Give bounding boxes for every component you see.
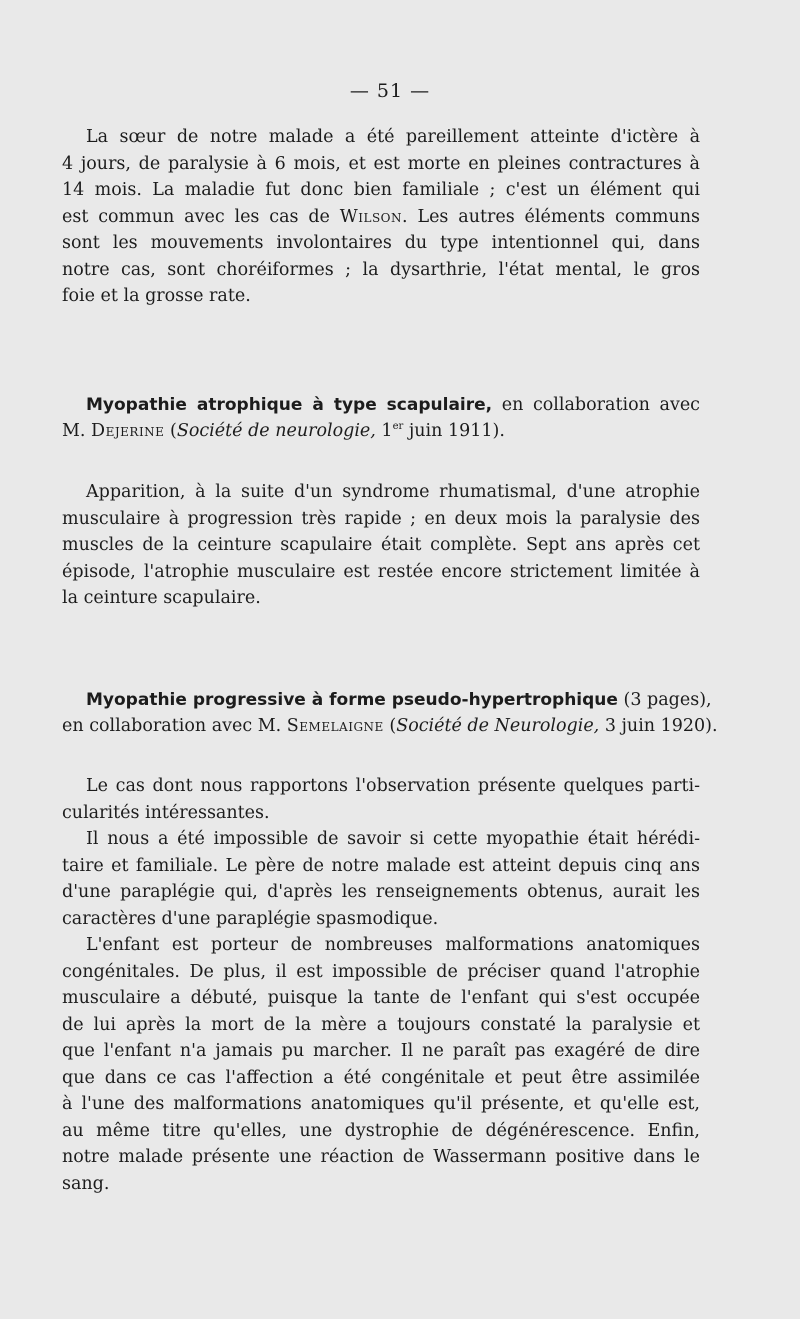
author-name: Dejerine bbox=[91, 421, 165, 441]
author-name: Wilson bbox=[339, 206, 403, 227]
author-name: Semelaigne bbox=[286, 716, 384, 736]
page-number: — 51 — bbox=[349, 80, 431, 102]
text-line: musculaire a débuté, puisque la tante de l'enfant qui s'est occupée bbox=[62, 988, 700, 1008]
text-line: musculaire à progression très rapide ; en deux mois la paralysie des bbox=[62, 508, 700, 529]
heading-line bbox=[62, 713, 718, 739]
text-fragment: en collaboration avec M. bbox=[62, 716, 287, 736]
text-line: sont les mouvements involontaires du type intentionnel qui, dans bbox=[62, 233, 700, 253]
text-line: La sœur de notre malade a été pareillement atteinte d'ictère à bbox=[86, 127, 700, 147]
paragraph-case-description bbox=[62, 773, 700, 1197]
text-line: Il nous a été impossible de savoir si cette myopathie était hérédi- bbox=[86, 829, 700, 849]
text-fragment: M. bbox=[62, 421, 92, 441]
text-fragment: 1 bbox=[375, 421, 393, 441]
text-line: L'enfant est porteur de nombreuses malformations anatomiques bbox=[86, 935, 700, 955]
text-line: muscles de la ceinture scapulaire était complète. Sept ans après cet bbox=[62, 535, 700, 555]
section-heading-pseudo-hypertrophic bbox=[62, 687, 718, 739]
text-line: à l'une des malformations anatomiques qu'il présente, et qu'elle est, bbox=[62, 1094, 700, 1114]
text-fragment: est commun avec les cas de bbox=[62, 206, 340, 227]
paragraph-wilson-comparison bbox=[62, 124, 700, 310]
section-title: Myopathie atrophique à type scapulaire, bbox=[86, 395, 493, 415]
text-line: 14 mois. La maladie fut donc bien familiale ; c'est un élément qui bbox=[62, 180, 700, 200]
publication-date: juin 1911). bbox=[403, 421, 505, 441]
text-fragment: ( bbox=[164, 421, 177, 441]
text-line: notre malade présente une réaction de Wassermann positive dans le bbox=[62, 1147, 700, 1167]
text-line: congénitales. De plus, il est impossible de préciser quand l'atrophie bbox=[62, 961, 700, 982]
ordinal-superscript: er bbox=[392, 421, 404, 433]
text-line: que l'enfant n'a jamais pu marcher. Il ne paraît pas exagéré de dire bbox=[62, 1041, 700, 1061]
text-line: la ceinture scapulaire. bbox=[62, 588, 261, 608]
text-line: cularités intéressantes. bbox=[62, 802, 270, 823]
paragraph-scapular-description bbox=[62, 479, 700, 612]
page-count: (3 pages), bbox=[617, 690, 712, 710]
text-line: épisode, l'atrophie musculaire est restée encore strictement limitée à bbox=[62, 561, 700, 582]
text-line: foie et la grosse rate. bbox=[62, 286, 251, 306]
heading-line bbox=[62, 687, 712, 713]
text-fragment: . Les autres éléments communs bbox=[402, 206, 701, 227]
text-fragment: ( bbox=[383, 716, 397, 736]
text-line: au même titre qu'elles, une dystrophie de dégénérescence. Enfin, bbox=[62, 1120, 700, 1141]
section-title: Myopathie progressive à forme pseudo-hypertrophique bbox=[86, 690, 618, 710]
text-line: notre cas, sont choréiformes ; la dysarthrie, l'état mental, le gros bbox=[62, 259, 700, 280]
text-line: caractères d'une paraplégie spasmodique. bbox=[62, 908, 439, 929]
text-line: de lui après la mort de la mère a toujours constaté la paralysie et bbox=[62, 1014, 700, 1035]
text-line: Apparition, à la suite d'un syndrome rhumatismal, d'une atrophie bbox=[86, 482, 700, 502]
heading-line bbox=[62, 392, 700, 418]
text-line: que dans ce cas l'affection a été congénitale et peut être assimilée bbox=[62, 1067, 700, 1088]
heading-line bbox=[62, 418, 700, 444]
journal-name: Société de Neurologie, bbox=[396, 716, 600, 736]
journal-name: Société de neurologie, bbox=[176, 421, 376, 441]
text-line: taire et familiale. Le père de notre malade est atteint depuis cinq ans bbox=[62, 855, 700, 876]
text-line bbox=[62, 204, 700, 231]
publication-date: 3 juin 1920). bbox=[599, 716, 718, 736]
section-heading-scapular bbox=[62, 392, 700, 444]
text-line: Le cas dont nous rapportons l'observation présente quelques parti- bbox=[86, 776, 700, 796]
text-line: sang. bbox=[62, 1173, 110, 1194]
collaboration-text: en collaboration avec bbox=[492, 395, 700, 415]
text-line: 4 jours, de paralysie à 6 mois, et est morte en pleines contractures à bbox=[62, 153, 700, 174]
text-line: d'une paraplégie qui, d'après les renseignements obtenus, aurait les bbox=[62, 882, 700, 902]
